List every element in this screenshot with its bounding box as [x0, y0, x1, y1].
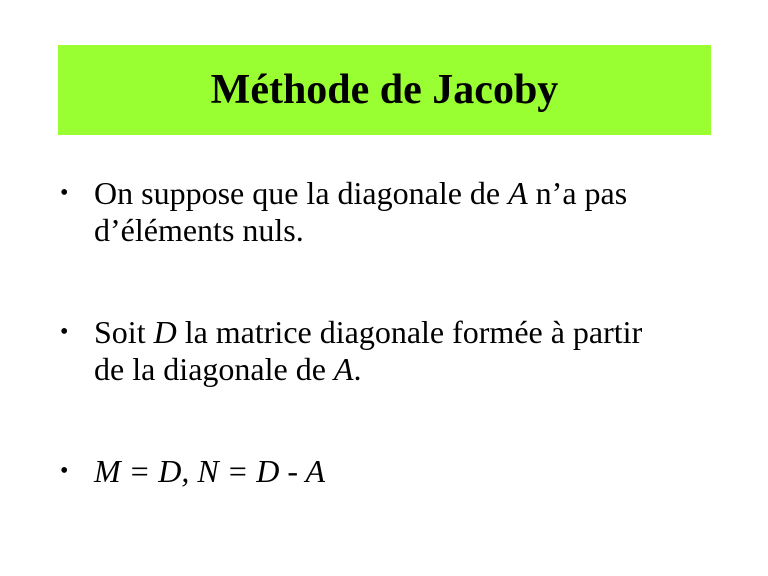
bullet-line [94, 351, 700, 388]
math-variable: D [153, 314, 177, 350]
bullet-item [60, 314, 700, 388]
text-run: n’a pas [527, 175, 628, 211]
text-run: la matrice diagonale formée à partir [176, 314, 643, 350]
text-run: de la diagonale de [94, 351, 334, 387]
bullet-icon: • [60, 180, 69, 206]
slide-title: Méthode de Jacoby [210, 67, 559, 113]
bullet-text [94, 175, 700, 249]
math-variable: A [333, 351, 354, 387]
bullet-text [94, 453, 700, 490]
bullet-icon: • [60, 319, 69, 345]
text-run: Soit [94, 314, 154, 350]
formula: M = D, N = D - A [94, 453, 326, 489]
bullet-item [60, 175, 700, 249]
bullet-line [94, 175, 700, 212]
math-variable: A [508, 175, 528, 211]
bullet-line: d’éléments nuls. [94, 212, 304, 248]
text-run: On suppose que la diagonale de [94, 175, 509, 211]
bullet-icon: • [60, 458, 69, 484]
text-run: . [353, 351, 362, 387]
bullet-text [94, 314, 700, 388]
bullet-item [60, 453, 700, 490]
title-banner [58, 45, 711, 135]
bullet-line [94, 314, 700, 351]
